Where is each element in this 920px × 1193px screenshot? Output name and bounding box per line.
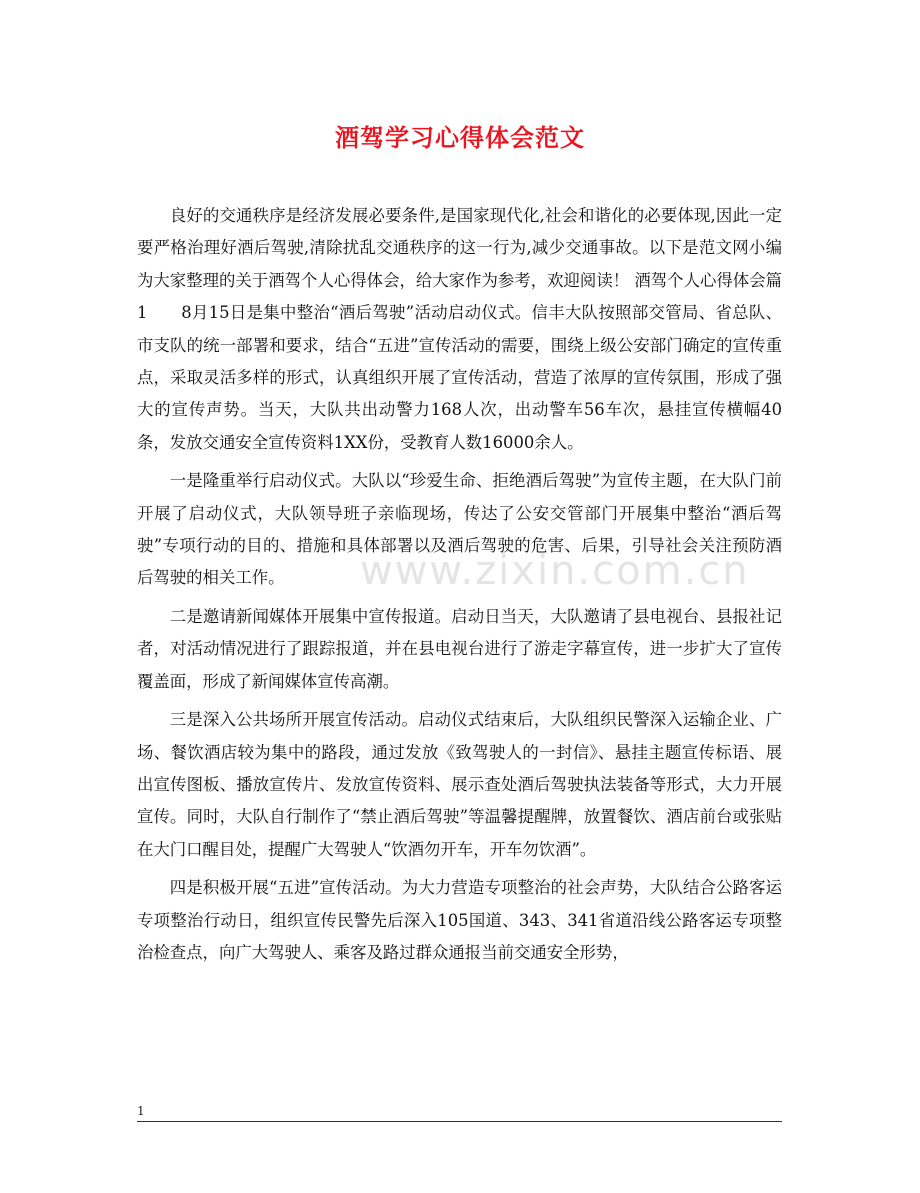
paragraph-4: 四是积极开展“五进”宣传活动。为大力营造专项整治的社会声势，大队结合公路客运专项整治行动日，组织宣传民警先后深入105国道、343、341省道沿线公路客运专项整治检查点，向广大驾驶人、乘客及路过群众通报当前交通安全形势，	[137, 878, 782, 962]
page-number: 1	[137, 1104, 145, 1118]
watermark: www.zixin.com.cn	[360, 548, 750, 594]
document-body	[137, 200, 782, 969]
paragraph-3: 三是深入公共场所开展宣传活动。启动仪式结束后，大队组织民警深入运输企业、广场、餐饮酒店较为集中的路段，通过发放《致驾驶人的一封信》、悬挂主题宣传标语、展出宣传图板、播放宣传片、发放宣传资料、展示查处酒后驾驶执法装备等形式，大力开展宣传。同时，大队自行制作了“禁止酒后驾驶”等温馨提醒牌，放置餐饮、酒店前台或张贴在大门口醒目处，提醒广大驾驶人“饮酒勿开车，开车勿饮酒”。	[137, 710, 782, 859]
footer-divider	[137, 1121, 782, 1122]
paragraph-1: 一是隆重举行启动仪式。大队以“珍爱生命、拒绝酒后驾驶”为宣传主题，在大队门前开展了启动仪式，大队领导班子亲临现场，传达了公安交管部门开展集中整治“酒后驾驶”专项行动的目的、措施和具体部署以及酒后驾驶的危害、后果，引导社会关注预防酒后驾驶的相关工作。	[137, 471, 782, 588]
paragraph-2: 二是邀请新闻媒体开展集中宣传报道。启动日当天，大队邀请了县电视台、县报社记者，对活动情况进行了跟踪报道，并在县电视台进行了游走字幕宣传，进一步扩大了宣传覆盖面，形成了新闻媒体宣传高潮。	[137, 606, 782, 691]
paragraph-intro: 良好的交通秩序是经济发展必要条件,是国家现代化,社会和谐化的必要体现,因此一定要严格治理好酒后驾驶,清除扰乱交通秩序的这一行为,减少交通事故。以下是范文网小编为大家整理的关于酒驾个人心得体会，给大家作为参考，欢迎阅读！ 酒驾个人心得体会篇1 8月15日是集中整治“酒后驾驶”活动启动仪式。信丰大队按照部交管局、省总队、市支队的统一部署和要求，结合“五进”宣传活动的需要，围绕上级公安部门确定的宣传重点，采取灵活多样的形式，认真组织开展了宣传活动，营造了浓厚的宣传氛围，形成了强大的宣传声势。当天，大队共出动警力168人次，出动警车56车次，悬挂宣传横幅40条，发放交通安全宣传资料1XX份，受教育人数16000余人。	[137, 206, 782, 452]
document-title: 酒驾学习心得体会范文	[335, 123, 585, 152]
